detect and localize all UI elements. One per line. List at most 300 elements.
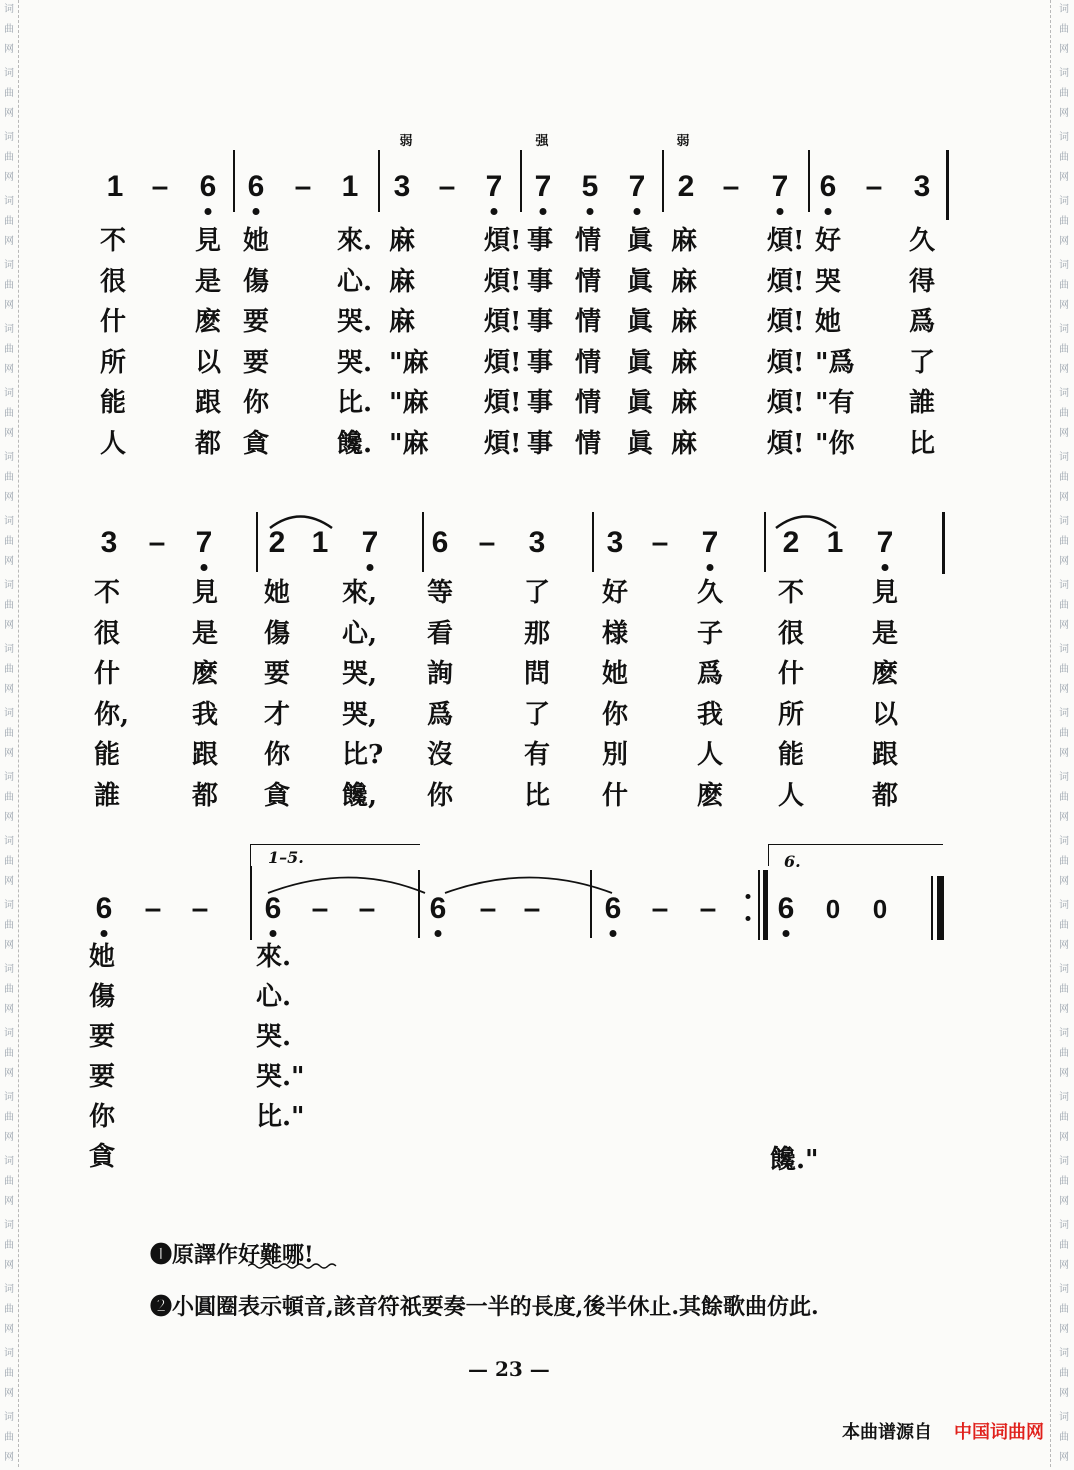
- watermark-char: 曲: [4, 1176, 14, 1187]
- lyric: 見: [195, 226, 222, 256]
- watermark-char: 曲: [4, 792, 14, 803]
- jianpu-note: 7: [701, 526, 719, 559]
- watermark-char: 词: [4, 836, 14, 847]
- lyric: 貪: [264, 780, 291, 811]
- watermark-char: 网: [4, 556, 14, 567]
- lyric: 所: [100, 347, 127, 378]
- jianpu-note: 7: [485, 170, 503, 203]
- watermark-char: 词: [1059, 132, 1069, 143]
- lyric: 麻: [671, 347, 698, 378]
- jianpu-note: 7: [361, 526, 379, 559]
- watermark-char: 网: [4, 364, 14, 375]
- watermark-char: 网: [1059, 620, 1069, 631]
- lyric: 哭: [815, 266, 842, 297]
- lyric: 不: [778, 578, 805, 608]
- watermark-char: 词: [4, 580, 14, 591]
- jianpu-note: 3: [913, 170, 931, 203]
- lyric: 很: [94, 618, 121, 649]
- watermark-char: 网: [1059, 748, 1069, 759]
- watermark-char: 网: [1059, 428, 1069, 439]
- lyric: 麻: [671, 428, 698, 459]
- watermark-char: 词: [4, 196, 14, 207]
- jianpu-note: 3: [100, 526, 118, 559]
- watermark-char: 词: [4, 1348, 14, 1359]
- watermark-char: 词: [1059, 4, 1069, 15]
- lyric: 麻: [389, 226, 416, 256]
- jianpu-note: 1: [826, 526, 844, 559]
- watermark-char: 词: [1059, 324, 1069, 335]
- slur: [270, 517, 332, 529]
- watermark-char: 网: [1059, 364, 1069, 375]
- watermark-char: 曲: [4, 216, 14, 227]
- watermark-char: 曲: [4, 280, 14, 291]
- dash-note: –: [294, 170, 312, 203]
- watermark-char: 词: [4, 1284, 14, 1295]
- lyric: 比.: [337, 388, 373, 418]
- lyric: 什: [100, 307, 127, 337]
- jianpu-note: 3: [606, 526, 624, 559]
- watermark-char: 词: [1059, 452, 1069, 463]
- watermark-char: 网: [4, 1260, 14, 1271]
- lyric: 傷: [264, 618, 291, 649]
- lyric: 所: [778, 699, 805, 730]
- watermark-char: 词: [1059, 516, 1069, 527]
- dash-note: –: [144, 892, 162, 925]
- lyric: 見: [192, 578, 219, 608]
- watermark-char: 词: [4, 1028, 14, 1039]
- lyric: 事: [527, 347, 554, 378]
- lyric: 煩!: [484, 266, 522, 297]
- lyric: 爲: [697, 659, 724, 689]
- jianpu-note: 7: [195, 526, 213, 559]
- lyric: 才: [264, 699, 291, 730]
- watermark-char: 曲: [1059, 24, 1069, 35]
- lyric: 了: [909, 347, 936, 378]
- watermark-char: 词: [4, 772, 14, 783]
- watermark-char: 网: [4, 940, 14, 951]
- jianpu-note: 6: [95, 892, 113, 925]
- lyric: 爲: [427, 699, 454, 730]
- lyric: 麽: [872, 659, 899, 689]
- lyric: 跟: [192, 740, 219, 770]
- lyric: 久: [697, 578, 724, 608]
- lyric: 你,: [94, 699, 130, 730]
- watermark-char: 曲: [4, 472, 14, 483]
- watermark-char: 曲: [1059, 216, 1069, 227]
- lyric: 見: [872, 578, 899, 608]
- lyric: 你: [602, 699, 629, 730]
- lyric: 哭.: [256, 1022, 292, 1052]
- watermark-char: 网: [4, 1196, 14, 1207]
- footnote-2: ❷小圓圈表示頓音,該音符祇要奏一半的長度,後半休止.其餘歌曲仿此.: [150, 1294, 819, 1320]
- lyric: 煩!: [767, 307, 805, 337]
- dash-note: –: [438, 170, 456, 203]
- lyric: 以: [195, 347, 222, 378]
- lyric: 眞: [627, 266, 654, 297]
- watermark-char: 网: [1059, 172, 1069, 183]
- watermark-char: 曲: [1059, 152, 1069, 163]
- watermark-char: 词: [4, 452, 14, 463]
- watermark-char: 词: [1059, 1348, 1069, 1359]
- jianpu-note: 2: [782, 526, 800, 559]
- lyric: 什: [602, 780, 629, 811]
- watermark-char: 网: [4, 236, 14, 247]
- lyric: 要: [89, 1022, 116, 1052]
- watermark-char: 网: [4, 684, 14, 695]
- dash-note: –: [191, 892, 209, 925]
- watermark-char: 网: [4, 300, 14, 311]
- jianpu-note: 6: [604, 892, 622, 925]
- lyric: 是: [195, 266, 222, 297]
- lyric: 煩!: [484, 347, 522, 378]
- lyric: 要: [264, 659, 291, 689]
- lyric: 煩!: [767, 266, 805, 297]
- lyric: 問: [524, 659, 551, 689]
- watermark-char: 网: [4, 620, 14, 631]
- watermark-char: 曲: [4, 408, 14, 419]
- watermark-char: 词: [4, 900, 14, 911]
- watermark-char: 词: [1059, 772, 1069, 783]
- lyric: 事: [527, 428, 554, 459]
- watermark-char: 词: [1059, 836, 1069, 847]
- lyric: 你: [427, 780, 454, 811]
- lyric: 詢: [427, 659, 454, 689]
- watermark-char: 词: [1059, 196, 1069, 207]
- watermark-char: 网: [1059, 684, 1069, 695]
- watermark-char: 曲: [1059, 536, 1069, 547]
- lyric: 比?: [342, 740, 384, 770]
- watermark-char: 曲: [1059, 1304, 1069, 1315]
- lyric: 她: [243, 226, 270, 256]
- watermark-char: 网: [4, 1132, 14, 1143]
- jianpu-note: 1: [341, 170, 359, 203]
- lyric: 得: [909, 266, 936, 297]
- lyric: 了: [524, 578, 551, 608]
- watermark-char: 网: [4, 492, 14, 503]
- lyric: 我: [697, 699, 724, 730]
- watermark-char: 网: [1059, 940, 1069, 951]
- lyric: 等: [427, 578, 454, 608]
- lyric: 煩!: [484, 388, 522, 418]
- dash-note: –: [523, 892, 541, 925]
- jianpu-note: 7: [771, 170, 789, 203]
- lyric: 煩!: [767, 226, 805, 256]
- watermark-char: 词: [4, 324, 14, 335]
- watermark-char: 曲: [4, 1112, 14, 1123]
- lyric: 眞: [627, 307, 654, 337]
- lyric: 饞.: [337, 428, 373, 459]
- watermark-char: 词: [1059, 260, 1069, 271]
- watermark-char: 曲: [1059, 472, 1069, 483]
- lyric: 能: [94, 740, 121, 770]
- lyric: 以: [872, 699, 899, 730]
- lyric: 情: [575, 266, 602, 297]
- lyric: 人: [697, 740, 724, 770]
- lyric: 事: [527, 266, 554, 297]
- watermark-char: 曲: [4, 88, 14, 99]
- watermark-char: 曲: [4, 728, 14, 739]
- lyric: 傷: [89, 982, 116, 1012]
- lyric: 她: [264, 578, 291, 608]
- watermark-char: 词: [1059, 644, 1069, 655]
- lyric: 沒: [427, 740, 454, 770]
- watermark-char: 词: [1059, 1412, 1069, 1423]
- dash-note: –: [478, 526, 496, 559]
- volta-1-label: 1–5.: [268, 848, 304, 867]
- lyric: 麻: [671, 307, 698, 337]
- lyric: 貪: [243, 428, 270, 459]
- slur: [445, 878, 612, 894]
- dynamic-weak-1: 弱: [399, 134, 413, 149]
- jianpu-note: 7: [876, 526, 894, 559]
- watermark-char: 词: [1059, 964, 1069, 975]
- jianpu-note: 1: [311, 526, 329, 559]
- lyric: 麻: [389, 266, 416, 297]
- dash-note: –: [651, 892, 669, 925]
- watermark-char: 曲: [1059, 1432, 1069, 1443]
- watermark-char: 词: [1059, 900, 1069, 911]
- lyric: 哭,: [342, 659, 378, 689]
- watermark-char: 曲: [1059, 792, 1069, 803]
- lyric: 我: [192, 699, 219, 730]
- source-site-link[interactable]: 中国词曲网: [954, 1422, 1044, 1443]
- lyric: 事: [527, 307, 554, 337]
- wavy-underline: [248, 1262, 338, 1270]
- lyric: 哭.": [256, 1062, 305, 1092]
- dash-note: –: [865, 170, 883, 203]
- lyric: "你: [815, 428, 855, 459]
- dash-note: –: [479, 892, 497, 925]
- rest-zero: 0: [825, 894, 841, 924]
- lyric: 煩!: [767, 388, 805, 418]
- lyric: 麻: [389, 307, 416, 337]
- jianpu-note: 5: [581, 170, 599, 203]
- jianpu-note: 2: [268, 526, 286, 559]
- watermark-char: 词: [4, 964, 14, 975]
- lyric: 貪: [89, 1142, 116, 1172]
- watermark-char: 词: [1059, 580, 1069, 591]
- lyric: 心.: [256, 982, 292, 1012]
- watermark-char: 网: [4, 428, 14, 439]
- jianpu-note: 6: [777, 892, 795, 925]
- lyric: 有: [524, 740, 551, 770]
- lyric: 她: [602, 659, 629, 689]
- slur: [268, 878, 425, 894]
- watermark-char: 词: [1059, 388, 1069, 399]
- watermark-char: 网: [4, 44, 14, 55]
- watermark-char: 词: [4, 132, 14, 143]
- volta-2-label: 6.: [784, 852, 801, 871]
- watermark-char: 网: [1059, 876, 1069, 887]
- watermark-char: 网: [4, 1452, 14, 1463]
- lyric: "麻: [389, 388, 429, 418]
- lyric: 很: [100, 266, 127, 297]
- lyric: 情: [575, 428, 602, 459]
- lyric: 事: [527, 388, 554, 418]
- lyric: 不: [100, 226, 127, 256]
- watermark-char: 曲: [4, 856, 14, 867]
- watermark-char: 曲: [1059, 1176, 1069, 1187]
- lyric: 你: [264, 740, 291, 770]
- lyric: 眞: [627, 226, 654, 256]
- watermark-char: 词: [1059, 1220, 1069, 1231]
- dash-note: –: [148, 526, 166, 559]
- lyric: 情: [575, 307, 602, 337]
- dash-note: –: [722, 170, 740, 203]
- source-credit: [842, 1418, 1044, 1444]
- lyric: 麽: [195, 307, 222, 337]
- watermark-char: 词: [1059, 1156, 1069, 1167]
- dash-note: –: [311, 892, 329, 925]
- watermark-char: 网: [1059, 1324, 1069, 1335]
- jianpu-note: 6: [199, 170, 217, 203]
- watermark-char: 曲: [1059, 1112, 1069, 1123]
- watermark-char: 网: [1059, 492, 1069, 503]
- watermark-char: 曲: [1059, 88, 1069, 99]
- lyric: 麽: [192, 659, 219, 689]
- jianpu-note: 6: [431, 526, 449, 559]
- watermark-char: 曲: [1059, 280, 1069, 291]
- lyric: 情: [575, 347, 602, 378]
- lyric: 好: [815, 226, 842, 256]
- lyric: 哭,: [342, 699, 378, 730]
- lyric: 麻: [671, 388, 698, 418]
- jianpu-note: 7: [534, 170, 552, 203]
- lyric: 煩!: [767, 347, 805, 378]
- lyric: 煩!: [484, 226, 522, 256]
- watermark-char: 词: [4, 644, 14, 655]
- lyric: 她: [89, 942, 116, 972]
- lyric: 很: [778, 618, 805, 649]
- watermark-char: 曲: [4, 1432, 14, 1443]
- watermark-char: 网: [1059, 1132, 1069, 1143]
- lyric: 心,: [342, 618, 378, 649]
- lyric: 她: [815, 307, 842, 337]
- watermark-char: 网: [1059, 1068, 1069, 1079]
- watermark-char: 词: [4, 1156, 14, 1167]
- watermark-char: 网: [1059, 108, 1069, 119]
- lyric: 情: [575, 226, 602, 256]
- lyric: 都: [192, 780, 219, 811]
- lyric: 久: [909, 226, 936, 256]
- lyric: 子: [697, 618, 724, 649]
- watermark-char: 曲: [1059, 600, 1069, 611]
- lyric: 那: [524, 618, 551, 649]
- watermark-char: 网: [4, 1388, 14, 1399]
- lyric: 來.: [256, 942, 292, 972]
- watermark-char: 词: [4, 1220, 14, 1231]
- jianpu-note: 7: [628, 170, 646, 203]
- lyric: 好: [602, 578, 629, 608]
- watermark-char: 曲: [4, 152, 14, 163]
- dash-note: –: [151, 170, 169, 203]
- jianpu-note: 6: [264, 892, 282, 925]
- lyric: 傷: [243, 266, 270, 297]
- lyric: 眞: [627, 347, 654, 378]
- lyric: 麻: [671, 226, 698, 256]
- lyric: 看: [427, 618, 454, 649]
- watermark-char: 词: [4, 1412, 14, 1423]
- watermark-char: 曲: [1059, 920, 1069, 931]
- lyric: "麻: [389, 347, 429, 378]
- slur: [776, 517, 836, 529]
- lyric: 你: [243, 388, 270, 418]
- watermark-char: 网: [1059, 1452, 1069, 1463]
- lyric: 能: [100, 388, 127, 418]
- watermark-char: 曲: [4, 1368, 14, 1379]
- jianpu-note: 3: [393, 170, 411, 203]
- jianpu-note: 6: [247, 170, 265, 203]
- lyric: 饞,: [342, 780, 378, 811]
- lyric: 是: [872, 618, 899, 649]
- watermark-char: 网: [4, 1068, 14, 1079]
- watermark-char: 词: [4, 708, 14, 719]
- jianpu-note: 3: [528, 526, 546, 559]
- watermark-char: 词: [1059, 1092, 1069, 1103]
- watermark-char: 词: [4, 516, 14, 527]
- rest-zero: 0: [872, 894, 888, 924]
- lyric: 誰: [909, 388, 936, 418]
- watermark-char: 曲: [4, 1048, 14, 1059]
- page-number: — 23 —: [468, 1357, 550, 1381]
- lyric: 煩!: [484, 307, 522, 337]
- watermark-char: 曲: [4, 664, 14, 675]
- watermark-char: 曲: [1059, 1048, 1069, 1059]
- watermark-char: 词: [1059, 1028, 1069, 1039]
- lyric: 情: [575, 388, 602, 418]
- jianpu-note: 6: [819, 170, 837, 203]
- watermark-char: 曲: [1059, 664, 1069, 675]
- watermark-char: 网: [1059, 1004, 1069, 1015]
- lyric: 哭.: [337, 347, 373, 378]
- watermark-char: 网: [4, 172, 14, 183]
- lyric: 人: [100, 428, 127, 459]
- lyric: 能: [778, 740, 805, 770]
- watermark-char: 曲: [1059, 856, 1069, 867]
- watermark-char: 曲: [4, 920, 14, 931]
- lyric: 都: [872, 780, 899, 811]
- dynamic-strong: 强: [535, 134, 549, 149]
- watermark-char: 网: [4, 1004, 14, 1015]
- watermark-char: 曲: [4, 1240, 14, 1251]
- lyric: 都: [195, 428, 222, 459]
- lyric: 什: [94, 659, 121, 689]
- watermark-char: 曲: [1059, 344, 1069, 355]
- lyric: 麽: [697, 780, 724, 811]
- lyric: 什: [778, 659, 805, 689]
- lyric: 來,: [342, 578, 378, 608]
- footnote-1: ❶原譯作好難哪!: [150, 1242, 314, 1268]
- watermark-char: 词: [4, 68, 14, 79]
- watermark-char: 网: [4, 812, 14, 823]
- watermark-char: 网: [1059, 300, 1069, 311]
- lyric: 比: [909, 428, 936, 459]
- lyric: 是: [192, 618, 219, 649]
- watermark-char: 曲: [1059, 1368, 1069, 1379]
- watermark-char: 网: [1059, 44, 1069, 55]
- lyric: 要: [243, 347, 270, 378]
- watermark-char: 曲: [1059, 984, 1069, 995]
- lyric: 煩!: [484, 428, 522, 459]
- lyric: 麻: [671, 266, 698, 297]
- lyric: 誰: [94, 780, 121, 811]
- lyric: 跟: [872, 740, 899, 770]
- watermark-char: 网: [4, 876, 14, 887]
- watermark-char: 词: [1059, 1284, 1069, 1295]
- watermark-char: 曲: [1059, 408, 1069, 419]
- watermark-char: 词: [4, 1092, 14, 1103]
- lyric: 比.": [256, 1102, 305, 1132]
